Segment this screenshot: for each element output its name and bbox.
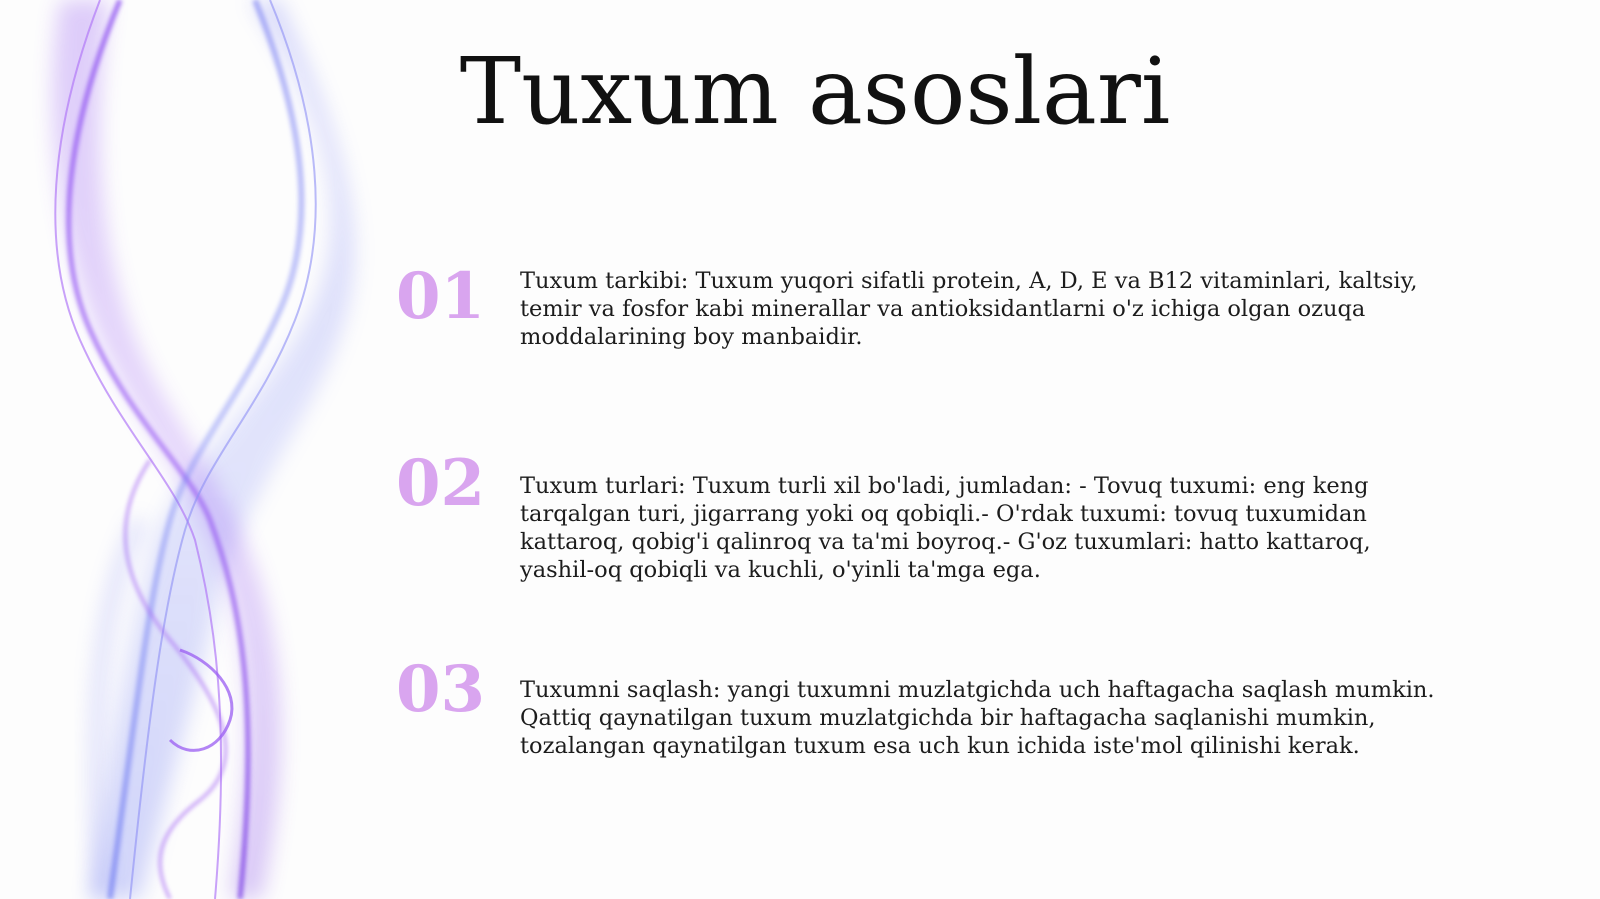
item-number: 02 — [396, 446, 486, 521]
item-number: 01 — [396, 259, 486, 334]
page-title: Tuxum asoslari — [459, 38, 1171, 145]
item-text: Tuxum tarkibi: Tuxum yuqori sifatli protein, A, D, E va B12 vitaminlari, kaltsiy, temir va fosfor kabi minerallar va antioksidantlarni o'z ichiga olgan ozuqa moddalarining boy manbaidir. — [520, 268, 1418, 350]
item-text: Tuxumni saqlash: yangi tuxumni muzlatgichda uch haftagacha saqlash mumkin. Qattiq qaynatilgan tuxum muzlatgichda bir haftagacha saqlanishi mumkin, tozalangan qaynatilgan tuxum esa uch kun ichida iste'mol qilinishi kerak. — [520, 677, 1435, 759]
item-number: 03 — [396, 652, 486, 727]
item-text: Tuxum turlari: Tuxum turli xil bo'ladi, jumladan: - Tovuq tuxumi: eng keng tarqalgan turi, jigarrang yoki oq qobiqli.- O'rdak tuxumi: tovuq tuxumidan kattaroq, qobig'i qalinroq va ta'mi boyroq.- G'oz tuxumlari: hatto kattaroq, yashil-oq qobiqli va kuchli, o'yinli ta'mga ega. — [520, 473, 1371, 583]
